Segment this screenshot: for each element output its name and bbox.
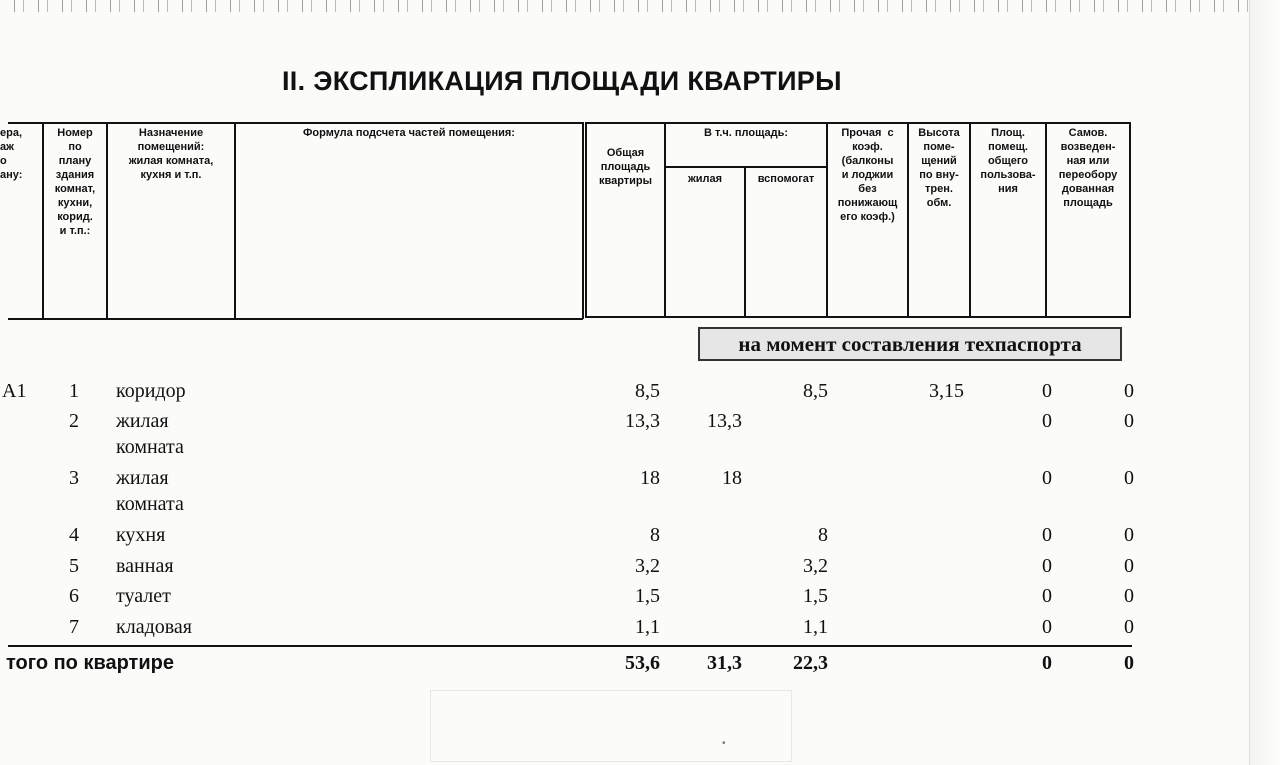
scan-top-edge	[0, 0, 1280, 12]
totals-auxiliary-area: 22,3	[793, 652, 828, 674]
header-including: В т.ч. площадь:	[703, 127, 789, 139]
totals-living-area: 31,3	[707, 652, 742, 674]
totals-label: того по квартире	[6, 652, 174, 674]
status-stamp: на момент составления техпаспорта	[698, 327, 1122, 361]
common-area: 0	[1042, 380, 1052, 402]
document-title: II. ЭКСПЛИКАЦИЯ ПЛОЩАДИ КВАРТИРЫ	[282, 66, 842, 96]
header-total-area: Общая площадь квартиры	[598, 147, 653, 187]
self-built-area: 0	[1124, 380, 1134, 402]
header-self-built: Самов. возведен- ная или переобору дованная площадь	[1058, 127, 1118, 209]
header-room-number: Номер по плану здания комнат, кухни, корид. и т.п.:	[54, 127, 96, 237]
header-top-border-right	[585, 122, 1131, 124]
col-divider-12	[1129, 122, 1131, 317]
header-floor: ера, аж о ану:	[0, 127, 23, 181]
common-area: 0	[1042, 616, 1052, 638]
faint-bleedthrough	[430, 690, 792, 762]
room-name: ванная	[116, 555, 174, 577]
auxiliary-area: 8,5	[803, 380, 828, 402]
common-area: 0	[1042, 524, 1052, 546]
auxiliary-area: 8	[818, 524, 828, 546]
self-built-area: 0	[1124, 410, 1134, 432]
header-top-border	[8, 122, 583, 124]
self-built-area: 0	[1124, 585, 1134, 607]
common-area: 0	[1042, 555, 1052, 577]
living-area: 13,3	[707, 410, 742, 432]
room-name: туалет	[116, 585, 171, 607]
room-name: кухня	[116, 524, 166, 546]
room-name: кладовая	[116, 616, 193, 638]
room-number: 7	[69, 616, 79, 638]
total-area: 1,1	[635, 616, 660, 638]
totals-common-area: 0	[1042, 652, 1052, 674]
room-number: 4	[69, 524, 79, 546]
self-built-area: 0	[1124, 616, 1134, 638]
self-built-area: 0	[1124, 467, 1134, 489]
header-common-area: Площ. помещ. общего пользова- ния	[980, 127, 1036, 195]
room-number: 1	[69, 380, 79, 402]
header-other: Прочая с коэф. (балконы и лоджии без понижающ его коэф.)	[837, 127, 898, 223]
room-number: 5	[69, 555, 79, 577]
total-area: 8,5	[635, 380, 660, 402]
col-divider-4	[582, 122, 584, 319]
common-area: 0	[1042, 467, 1052, 489]
header-bottom-border	[8, 318, 583, 320]
auxiliary-area: 1,1	[803, 616, 828, 638]
totals-total-area: 53,6	[625, 652, 660, 674]
room-number: 2	[69, 410, 79, 432]
room-name: жилая комната	[116, 410, 184, 458]
header-bottom-border-right	[585, 316, 1131, 318]
total-area: 13,3	[625, 410, 660, 432]
totals-self-built-area: 0	[1124, 652, 1134, 674]
room-number: 6	[69, 585, 79, 607]
common-area: 0	[1042, 410, 1052, 432]
total-area: 18	[640, 467, 660, 489]
col-divider-6	[664, 122, 666, 317]
room-name: коридор	[116, 380, 186, 402]
scan-right-edge	[1249, 0, 1280, 765]
col-divider-3	[234, 122, 236, 319]
self-built-area: 0	[1124, 524, 1134, 546]
room-height: 3,15	[929, 380, 964, 402]
living-area: 18	[722, 467, 742, 489]
total-area: 8	[650, 524, 660, 546]
room-number: 3	[69, 467, 79, 489]
header-auxiliary: вспомогат	[757, 173, 815, 185]
header-purpose: Назначение помещений: жилая комната, кухня и т.п.	[128, 127, 214, 181]
total-area: 1,5	[635, 585, 660, 607]
auxiliary-area: 1,5	[803, 585, 828, 607]
auxiliary-area: 3,2	[803, 555, 828, 577]
header-formula: Формула подсчета частей помещения:	[303, 127, 515, 139]
header-height: Высота поме- щений по вну- трен. обм.	[918, 127, 960, 209]
header-living: жилая	[687, 173, 723, 185]
col-divider-7	[744, 166, 746, 317]
totals-divider	[8, 645, 1132, 647]
scan-speck: •	[722, 738, 726, 749]
self-built-area: 0	[1124, 555, 1134, 577]
common-area: 0	[1042, 585, 1052, 607]
room-name: жилая комната	[116, 467, 184, 515]
floor-label: А1	[2, 380, 27, 402]
total-area: 3,2	[635, 555, 660, 577]
subheader-divider	[665, 166, 826, 168]
